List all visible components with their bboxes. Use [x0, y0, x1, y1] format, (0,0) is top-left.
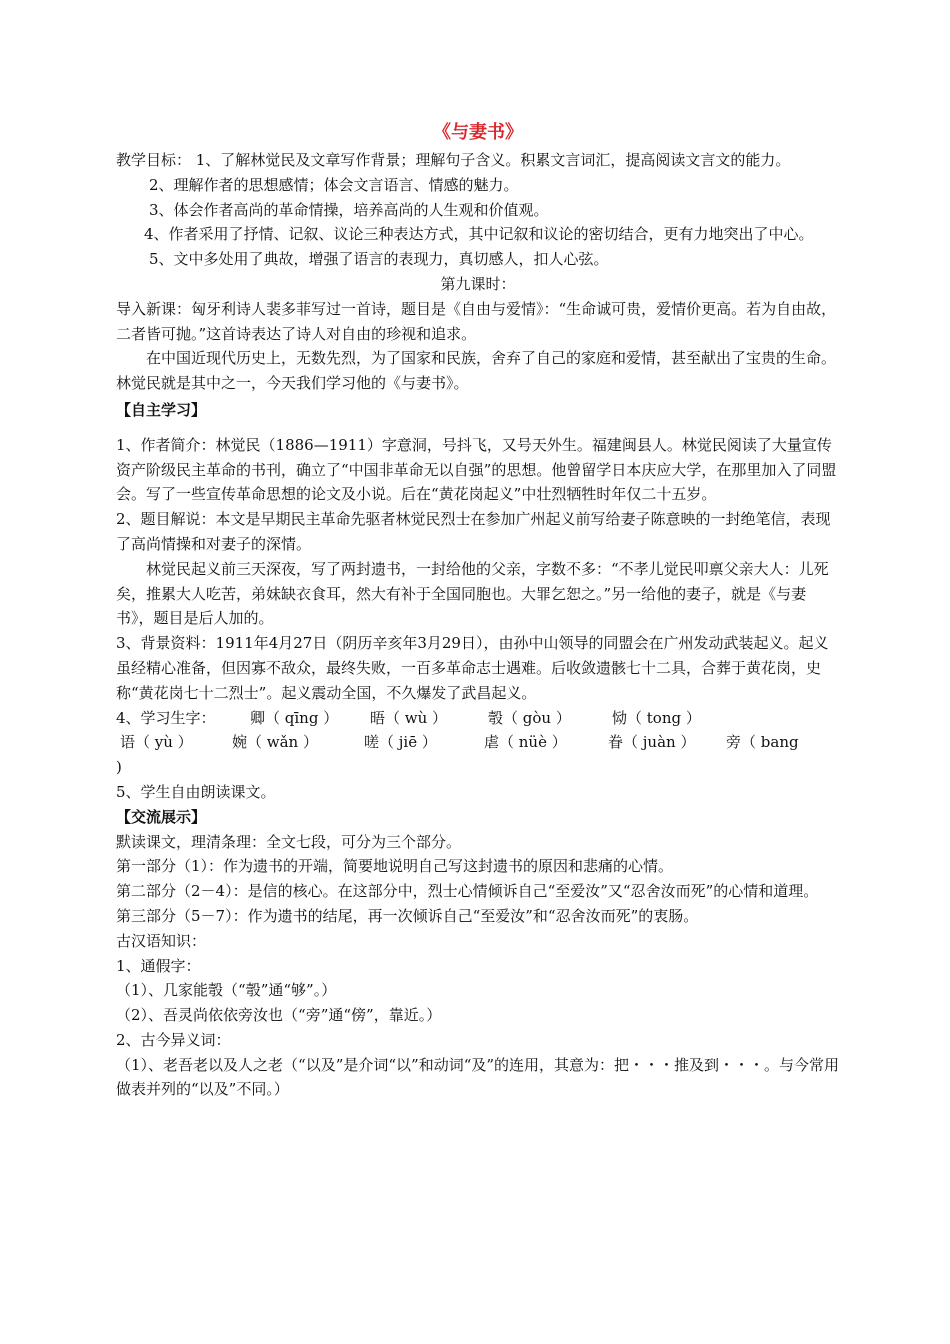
- historical-background: 3、背景资料：1911年4月27日（阴历辛亥年3月29日），由孙中山领导的同盟会在广州发动武装起义。起义虽经精心准备，但因寡不敌众，最终失败，一百多革命志士遇难。后收敛遗骸七十二具，合葬于黄花岗，史称“黄花岗七十二烈士”。起义震动全国，不久爆发了武昌起义。: [116, 634, 829, 702]
- vocab-word: 语（ yù ）: [120, 733, 193, 752]
- intro-paragraph-2: 在中国近现代历史上，无数先烈，为了国家和民族，舍弃了自己的家庭和爱情，甚至献出了宝贵的生命。林觉民就是其中之一，今天我们学习他的《与妻书》。: [116, 349, 837, 393]
- objective-4: 4、作者采用了抒情、记叙、议论三种表达方式，其中记叙和议论的密切结合，更有力地突出了中心。: [144, 225, 814, 244]
- vocab-word: 旁（ bang: [726, 733, 799, 752]
- tongjia-label: 1、通假字：: [116, 956, 201, 975]
- vocab-word: 彀（ gòu ）: [488, 708, 571, 727]
- letter-background: 林觉民起义前三天深夜，写了两封遗书，一封给他的父亲，字数不多：“不孝儿觉民叩禀父亲大人：儿死矣，推累大人吃苦，弟妹缺衣食耳，然大有补于全国同胞也。大罪乞恕之。”另一给他的妻子，就是《与妻书》，题目是后人加的。: [116, 559, 829, 628]
- vocab-word: 晤（ wù ）: [370, 708, 448, 727]
- intro-paragraph-1: 导入新课：匈牙利诗人裴多菲写过一首诗，题目是《自由与爱情》：“生命诚可贵，爱情价更高。若为自由故，二者皆可抛。”这首诗表达了诗人对自由的珍视和追求。: [116, 299, 837, 343]
- document-page: [116, 118, 840, 1102]
- section-heading-exchange: 【交流展示】: [116, 807, 207, 826]
- tongjia-example-1: （1）、几家能彀（“彀”通“够”。）: [116, 981, 337, 1000]
- section-heading-self-study: 【自主学习】: [116, 400, 207, 419]
- document-title: 《与妻书》: [433, 122, 523, 143]
- vocabulary-row-1: [116, 706, 840, 731]
- vocab-word: 嗟（ jiē ）: [364, 733, 437, 752]
- part-three: 第三部分（5－7）：作为遗书的结尾，再一次倾诉自己“至爱汝”和“忍舍汝而死”的衷肠。: [116, 906, 699, 925]
- objective-1: 教学目标： 1、了解林觉民及文章写作背景；理解句子含义。积累文言词汇，提高阅读文言文的能力。: [116, 151, 791, 169]
- vocab-word: 眷（ juàn ）: [608, 733, 696, 752]
- title-explanation: 2、题目解说：本文是早期民主革命先驱者林觉民烈士在参加广州起义前写给妻子陈意映的一封绝笔信，表现了高尚情操和对妻子的深情。: [116, 510, 831, 553]
- objective-3: 3、体会作者高尚的革命情操，培养高尚的人生观和价值观。: [149, 200, 549, 219]
- part-one: 第一部分（1）：作为遗书的开端，简要地说明自己写这封遗书的原因和悲痛的心情。: [116, 857, 674, 876]
- vocabulary-row-3: ): [116, 758, 122, 777]
- vocab-word: 婉（ wǎn ）: [232, 733, 318, 752]
- vocab-word: 恸（ tong ）: [612, 708, 701, 727]
- free-reading: 5、学生自由朗读课文。: [116, 782, 276, 801]
- gujin-label: 2、古今异义词：: [116, 1030, 231, 1049]
- structure-intro: 默读课文，理清条理：全文七段，可分为三个部分。: [116, 832, 462, 851]
- vocabulary-row-2: [116, 730, 840, 755]
- classical-knowledge-label: 古汉语知识：: [116, 931, 207, 950]
- objective-5: 5、文中多处用了典故，增强了语言的表现力，真切感人，扣人心弦。: [149, 250, 609, 269]
- tongjia-example-2: （2）、吾灵尚依依旁汝也（“旁”通“傍”，靠近。）: [116, 1006, 442, 1025]
- part-two: 第二部分（2－4）：是信的核心。在这部分中，烈士心情倾诉自己“至爱汝”又“忍舍汝而死”的心情和道理。: [116, 882, 819, 901]
- lesson-label: 第九课时：: [440, 274, 516, 293]
- author-intro: 1、作者简介：林觉民（1886—1911）字意洞，号抖飞，又号天外生。福建闽县人。林觉民阅读了大量宣传资产阶级民主革命的书刊，确立了“中国非革命无以自强”的思想。他曾留学日本庆应大学，在那里加入了同盟会。写了一些宣传革命思想的论文及小说。后在“黄花岗起义”中壮烈牺牲时年仅二十五岁。: [116, 435, 837, 504]
- vocabulary-label: 4、学习生字：: [116, 708, 216, 727]
- gujin-example-1: （1）、老吾老以及人之老（“以及”是介词“以”和动词“及”的连用，其意为：把・・・推及到・・・。与今常用做表并列的“以及”不同。）: [116, 1055, 840, 1099]
- objective-2: 2、理解作者的思想感情；体会文言语言、情感的魅力。: [149, 175, 519, 194]
- vocab-word: 卿（ qīng ）: [250, 708, 339, 727]
- vocab-word: 虐（ nüè ）: [484, 733, 567, 752]
